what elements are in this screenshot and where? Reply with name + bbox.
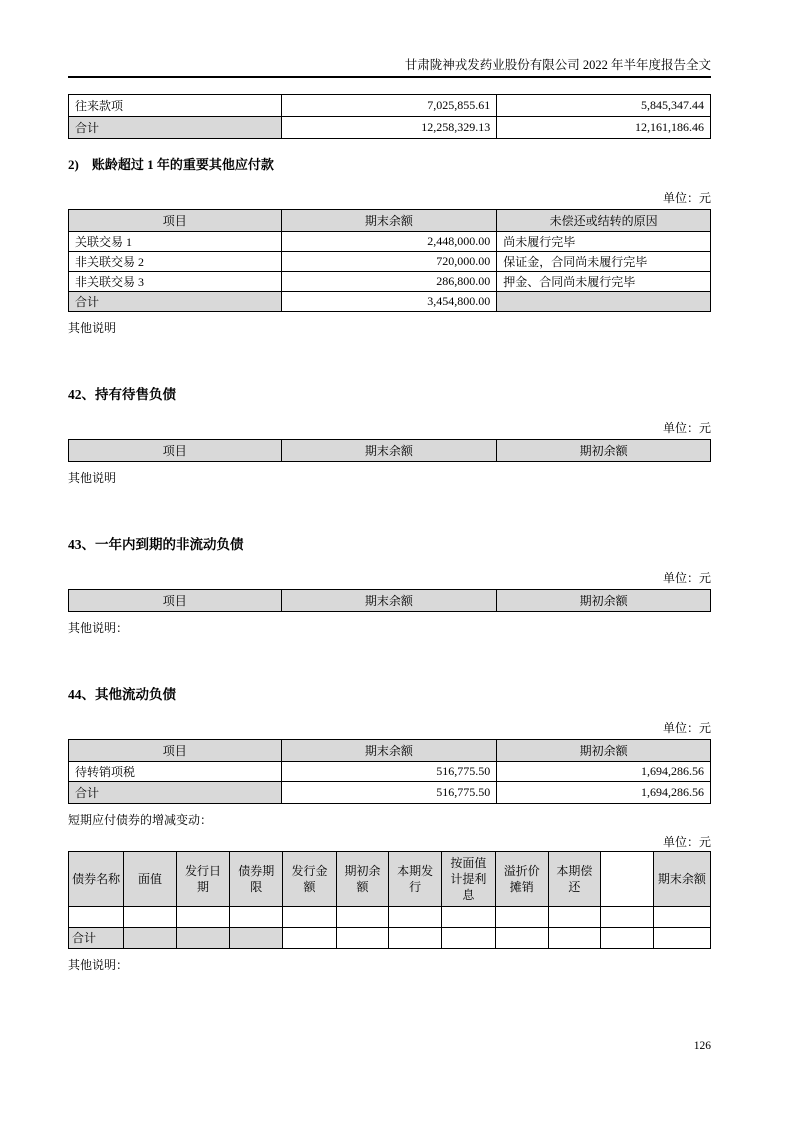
unit-label: 单位：元 xyxy=(662,835,711,849)
cell-ending-balance: 12,258,329.13 xyxy=(281,117,497,139)
section-heading-43: 43、一年内到期的非流动负债 xyxy=(68,537,244,552)
cell-total-label: 合计 xyxy=(69,928,124,949)
unit-label: 单位：元 xyxy=(662,421,711,435)
col-header-beginning-balance: 期初余额 xyxy=(336,852,389,907)
cell-beginning-balance: 5,845,347.44 xyxy=(497,95,711,117)
bond-change-subtitle: 短期应付债券的增减变动： xyxy=(68,813,213,827)
subsection-heading-aging: 2) 账龄超过 1 年的重要其他应付款 xyxy=(68,157,274,172)
col-header-blank xyxy=(601,852,654,907)
page-header xyxy=(68,0,711,78)
cell-total-label: 合计 xyxy=(69,292,282,312)
table-total-row xyxy=(69,928,711,949)
cell-reason: 押金、合同尚未履行完毕 xyxy=(497,272,711,292)
cell-beginning-balance: 1,694,286.56 xyxy=(497,762,711,782)
col-header-beginning-balance: 期初余额 xyxy=(497,740,711,762)
other-notes-text: 其他说明： xyxy=(68,621,129,635)
col-header-item: 项目 xyxy=(69,590,282,612)
col-header-issued-this-period: 本期发行 xyxy=(389,852,442,907)
table-total-row xyxy=(69,292,711,312)
table-row xyxy=(69,252,711,272)
col-header-ending-balance: 期末余额 xyxy=(281,210,497,232)
cell-ending-balance: 7,025,855.61 xyxy=(281,95,497,117)
other-notes-text: 其他说明 xyxy=(68,321,117,335)
cell-item: 关联交易 1 xyxy=(69,232,282,252)
held-for-sale-liabilities-table xyxy=(68,439,711,462)
col-header-interest-at-face: 按面值计提利息 xyxy=(441,852,495,907)
cell-ending-balance: 720,000.00 xyxy=(281,252,497,272)
carryover-table xyxy=(68,94,711,139)
cell-ending-balance: 286,800.00 xyxy=(281,272,497,292)
cell-ending-balance: 3,454,800.00 xyxy=(281,292,497,312)
table-row xyxy=(69,272,711,292)
cell-ending-balance: 2,448,000.00 xyxy=(281,232,497,252)
col-header-reason: 未偿还或结转的原因 xyxy=(497,210,711,232)
other-notes-text: 其他说明： xyxy=(68,958,129,972)
table-total-row xyxy=(69,117,711,139)
col-header-beginning-balance: 期初余额 xyxy=(497,440,711,462)
table-header-row xyxy=(69,852,711,907)
cell-reason-empty xyxy=(497,292,711,312)
unit-label: 单位：元 xyxy=(662,191,711,205)
cell-item: 非关联交易 2 xyxy=(69,252,282,272)
cell-beginning-balance: 1,694,286.56 xyxy=(497,782,711,804)
cell-total-label: 合计 xyxy=(69,117,282,139)
col-header-ending-balance: 期末余额 xyxy=(653,852,710,907)
col-header-ending-balance: 期末余额 xyxy=(281,590,497,612)
cell-reason: 保证金，合同尚未履行完毕 xyxy=(497,252,711,272)
other-current-liabilities-table xyxy=(68,739,711,804)
table-row xyxy=(69,95,711,117)
cell-item: 往来款项 xyxy=(69,95,282,117)
section-heading-44: 44、其他流动负债 xyxy=(68,687,176,702)
table-row-empty xyxy=(69,907,711,928)
cell-item: 待转销项税 xyxy=(69,762,282,782)
unit-label: 单位：元 xyxy=(662,721,711,735)
col-header-item: 项目 xyxy=(69,440,282,462)
col-header-premium-amortization: 溢折价摊销 xyxy=(495,852,548,907)
table-row xyxy=(69,762,711,782)
col-header-item: 项目 xyxy=(69,740,282,762)
cell-ending-balance: 516,775.50 xyxy=(281,762,497,782)
other-payables-aging-table xyxy=(68,209,711,312)
other-notes-text: 其他说明 xyxy=(68,471,117,485)
col-header-ending-balance: 期末余额 xyxy=(281,440,497,462)
col-header-beginning-balance: 期初余额 xyxy=(497,590,711,612)
table-header-row xyxy=(69,210,711,232)
cell-item: 非关联交易 3 xyxy=(69,272,282,292)
table-header-row xyxy=(69,740,711,762)
short-term-bonds-table xyxy=(68,851,711,949)
cell-total-label: 合计 xyxy=(69,782,282,804)
table-header-row xyxy=(69,440,711,462)
table-header-row xyxy=(69,590,711,612)
cell-reason: 尚未履行完毕 xyxy=(497,232,711,252)
col-header-bond-term: 债券期限 xyxy=(230,852,283,907)
col-header-bond-name: 债券名称 xyxy=(69,852,124,907)
col-header-issue-amount: 发行金额 xyxy=(283,852,336,907)
cell-beginning-balance: 12,161,186.46 xyxy=(497,117,711,139)
table-row xyxy=(69,232,711,252)
col-header-item: 项目 xyxy=(69,210,282,232)
unit-label: 单位：元 xyxy=(662,571,711,585)
table-total-row xyxy=(69,782,711,804)
section-heading-42: 42、持有待售负债 xyxy=(68,387,176,402)
col-header-issue-date: 发行日期 xyxy=(176,852,229,907)
col-header-repaid-this-period: 本期偿还 xyxy=(548,852,601,907)
col-header-ending-balance: 期末余额 xyxy=(281,740,497,762)
report-header-title: 甘肃陇神戎发药业股份有限公司 2022 年半年度报告全文 xyxy=(404,58,711,72)
noncurrent-liabilities-due-within-year-table xyxy=(68,589,711,612)
col-header-face-value: 面值 xyxy=(124,852,177,907)
cell-ending-balance: 516,775.50 xyxy=(281,782,497,804)
page-number: 126 xyxy=(693,1040,711,1052)
